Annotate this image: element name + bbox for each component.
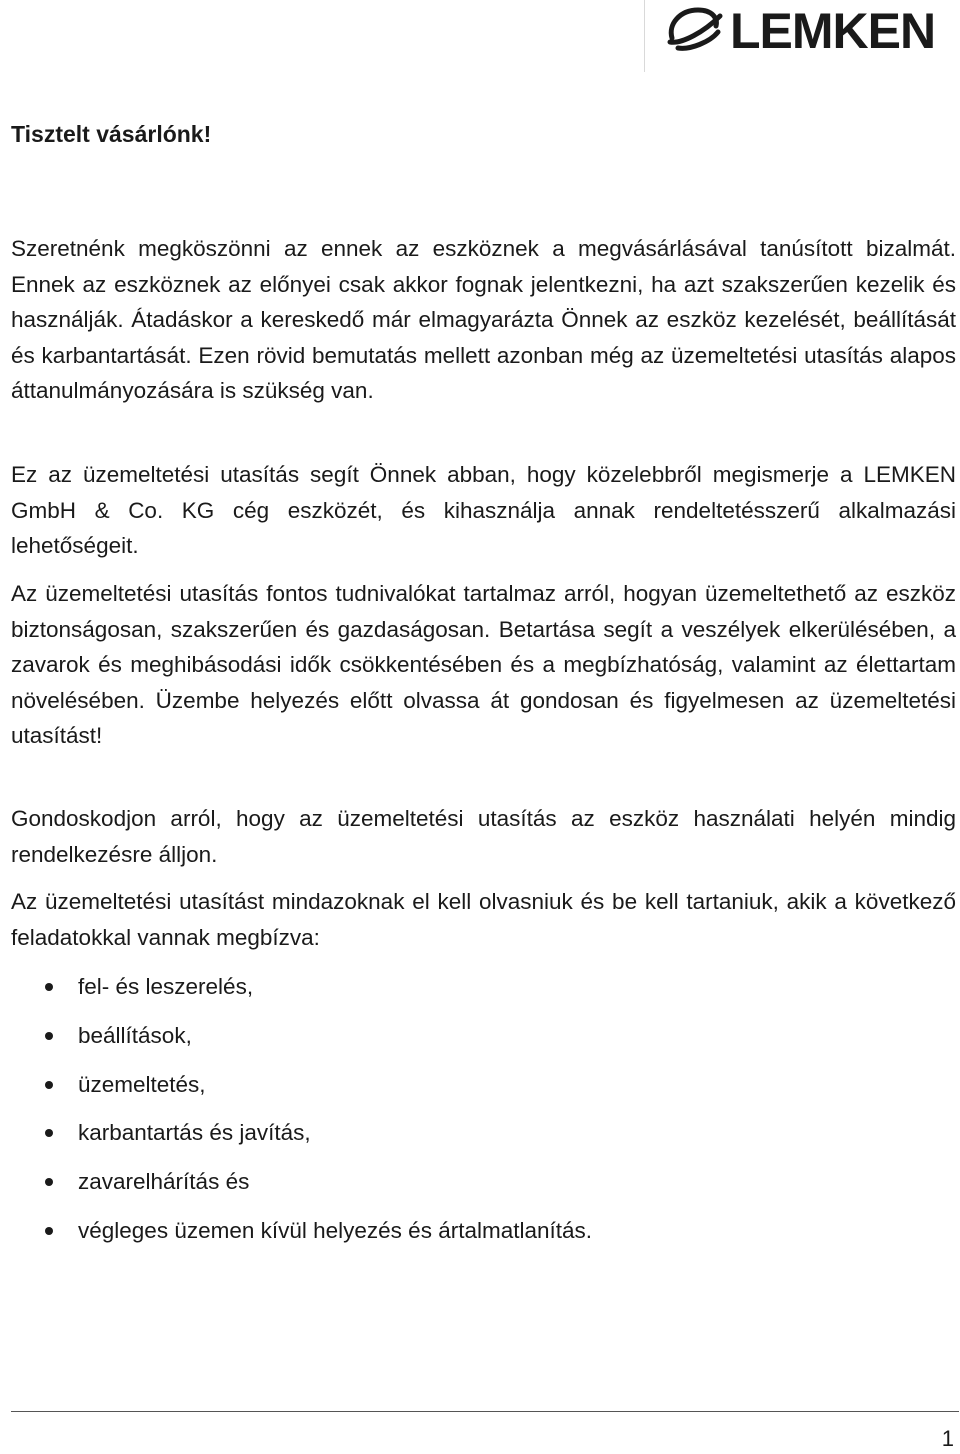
intro-paragraph: Szeretnénk megköszönni az ennek az eszköznek a megvásárlásával tanúsított bizalmát. Ennek az eszköznek az előnyei csak akkor fognak jelentkezni, ha azt szakszerűen kezelik és használják. Átadáskor a kereskedő már elmagyarázta Önnek az eszköz kezelését, beállítását és karbantartását. Ezen rövid bemutatás mellett azonban még az üzemeltetési utasítás alapos áttanulmányozására is szükség van. (11, 236, 956, 403)
list-item (11, 1213, 592, 1262)
purpose-paragraph: Ez az üzemeltetési utasítás segít Önnek abban, hogy közelebbről megismerje a LEMKEN GmbH & Co. KG cég eszközét, és kihasználja annak rendeltetésszerű alkalmazási lehetőségeit. (11, 462, 956, 558)
bullet-icon (45, 1178, 53, 1186)
list-item-text: végleges üzemen kívül helyezés és ártalmatlanítás. (78, 1217, 593, 1243)
brand-name: LEMKEN (730, 3, 936, 58)
task-list (11, 969, 592, 1262)
safety-paragraph: Az üzemeltetési utasítás fontos tudnivalókat tartalmaz arról, hogyan üzemeltethető az eszköz biztonságosan, szakszerűen és gazdaságosan. Betartása segít a veszélyek elkerülésében, a zavarok és meghibásodási idők csökkentésében és a megbízhatóság, valamint az élettartam növelésében. Üzembe helyezés előtt olvassa át gondosan és figyelmesen az üzemeltetési utasítást! (11, 581, 956, 748)
list-item (11, 1067, 592, 1116)
list-item-text: beállítások, (78, 1022, 192, 1048)
list-item-text: zavarelhárítás és (78, 1169, 250, 1195)
footer-divider (11, 1411, 959, 1412)
header-divider (644, 0, 645, 72)
list-item (11, 1018, 592, 1067)
availability-paragraph: Gondoskodjon arról, hogy az üzemeltetési utasítás az eszköz használati helyén mindig rendelkezésre álljon. (11, 806, 956, 867)
list-item (11, 1115, 592, 1164)
bullet-icon (45, 983, 53, 991)
audience-paragraph: Az üzemeltetési utasítást mindazoknak el kell olvasniuk és be kell tartaniuk, akik a következő feladatokkal vannak megbízva: (11, 889, 956, 950)
page-header (0, 0, 960, 72)
bullet-icon (45, 1129, 53, 1137)
list-item (11, 1164, 592, 1213)
list-item (11, 969, 592, 1018)
bullet-icon (45, 1227, 53, 1235)
page-number: 1 (941, 1426, 954, 1451)
brand-logo (664, 2, 956, 58)
list-item-text: fel- és leszerelés, (78, 974, 254, 999)
bullet-icon (45, 1032, 53, 1040)
greeting-heading: Tisztelt vásárlónk! (11, 121, 212, 147)
lemken-plough-emblem-icon (664, 2, 956, 58)
list-item-text: karbantartás és javítás, (78, 1120, 311, 1146)
bullet-icon (45, 1081, 53, 1089)
list-item-text: üzemeltetés, (78, 1071, 206, 1097)
